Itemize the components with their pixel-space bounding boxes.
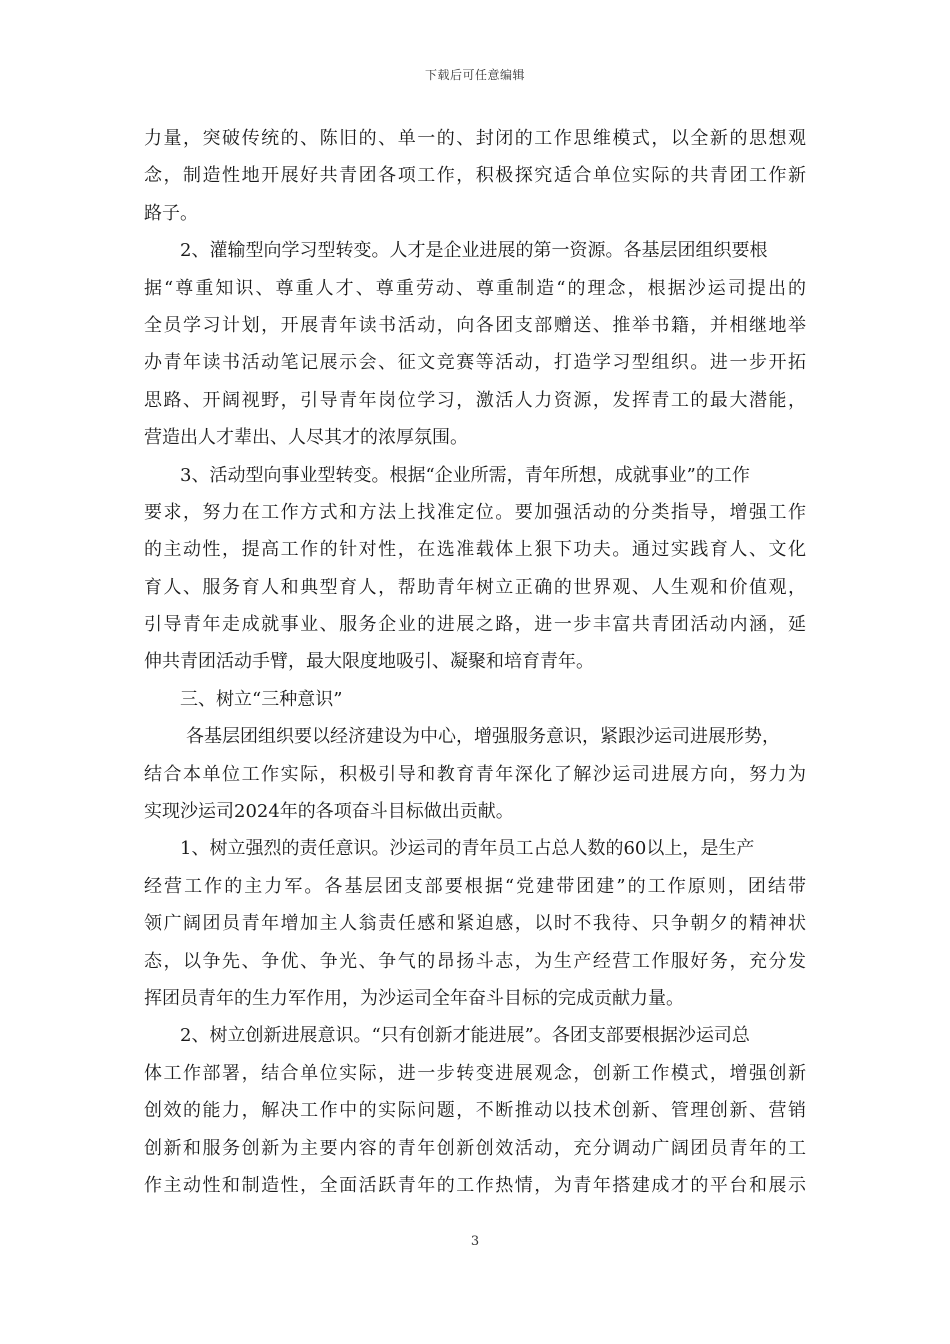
paragraph-first-line: 2、树立创新进展意识。“只有创新才能进展”。各团支部要根据沙运司总 — [180, 1025, 750, 1047]
body-line: 路子。 — [144, 202, 198, 224]
body-line: 据“尊重知识、尊重人才、尊重劳动、尊重制造“的理念，根据沙运司提出的 — [144, 277, 806, 299]
body-line: 体工作部署，结合单位实际，进一步转变进展观念，创新工作模式，增强创新 — [144, 1062, 806, 1084]
body-line: 念，制造性地开展好共青团各项工作，积极探究适合单位实际的共青团工作新 — [144, 165, 806, 187]
body-line: 态，以争先、争优、争光、争气的昂扬斗志，为生产经营工作服好务，充分发 — [144, 950, 806, 972]
body-line: 育人、服务育人和典型育人，帮助青年树立正确的世界观、人生观和价值观， — [144, 576, 806, 598]
section-heading: 三、树立“三种意识” — [180, 688, 343, 710]
body-line: 全员学习计划，开展青年读书活动，向各团支部赠送、推举书籍，并相继地举 — [144, 314, 806, 336]
body-line: 创效的能力，解决工作中的实际问题，不断推动以技术创新、管理创新、营销 — [144, 1100, 806, 1122]
page-header: 下载后可任意编辑 — [424, 68, 525, 82]
body-line: 办青年读书活动笔记展示会、征文竞赛等活动，打造学习型组织。进一步开拓 — [144, 352, 806, 374]
body-line: 的主动性，提高工作的针对性，在选准载体上狠下功夫。通过实践育人、文化 — [144, 539, 806, 561]
body-line: 实现沙运司2024年的各项奋斗目标做出贡献。 — [144, 801, 514, 823]
body-line: 经营工作的主力军。各基层团支部要根据“党建带团建”的工作原则，团结带 — [144, 875, 806, 897]
body-line: 要求，努力在工作方式和方法上找准定位。要加强活动的分类指导，增强工作 — [144, 501, 806, 523]
paragraph-first-line: 2、灌输型向学习型转变。人才是企业进展的第一资源。各基层团组织要根 — [180, 240, 768, 262]
body-line: 引导青年走成就事业、服务企业的进展之路，进一步丰富共青团活动内涵，延 — [144, 614, 806, 636]
body-line: 伸共青团活动手臂，最大限度地吸引、凝聚和培育青年。 — [144, 651, 594, 673]
body-line: 作主动性和制造性，全面活跃青年的工作热情，为青年搭建成才的平台和展示 — [144, 1174, 806, 1196]
paragraph-first-line: 3、活动型向事业型转变。根据“企业所需，青年所想，成就事业”的工作 — [180, 464, 750, 486]
body-line: 力量，突破传统的、陈旧的、单一的、封闭的工作思维模式，以全新的思想观 — [144, 128, 806, 149]
body-line: 结合本单位工作实际，积极引导和教育青年深化了解沙运司进展方向，努力为 — [144, 763, 806, 785]
body-line: 营造出人才辈出、人尽其才的浓厚氛围。 — [144, 427, 468, 449]
body-line: 思路、开阔视野，引导青年岗位学习，激活人力资源，发挥青工的最大潜能， — [144, 389, 806, 411]
page-number: 3 — [470, 1234, 480, 1249]
paragraph-first-line: 1、树立强烈的责任意识。沙运司的青年员工占总人数的60以上，是生产 — [180, 838, 755, 860]
body-line: 创新和服务创新为主要内容的青年创新创效活动，充分调动广阔团员青年的工 — [144, 1137, 806, 1159]
paragraph-first-line: 各基层团组织要以经济建设为中心，增强服务意识，紧跟沙运司进展形势， — [186, 726, 780, 748]
body-text — [144, 120, 806, 1204]
body-line: 挥团员青年的生力军作用，为沙运司全年奋斗目标的完成贡献力量。 — [144, 987, 684, 1009]
body-line: 领广阔团员青年增加主人翁责任感和紧迫感，以时不我待、只争朝夕的精神状 — [144, 913, 806, 935]
